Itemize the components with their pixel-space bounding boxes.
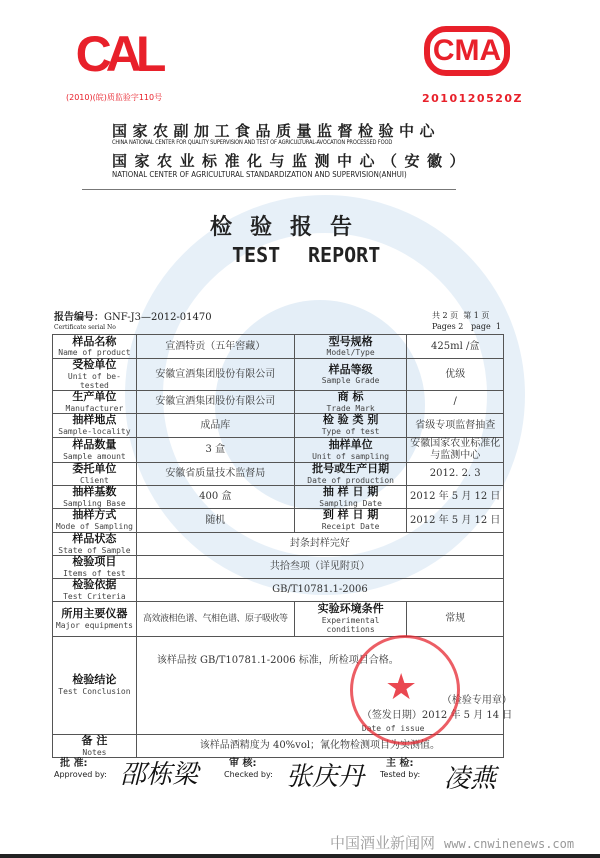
tested-label: 主 检: <box>386 758 414 769</box>
field-label <box>294 462 407 485</box>
cal-number: (2010)(皖)质监验字110号 <box>66 93 163 102</box>
field-label <box>294 335 407 359</box>
field-value: 2012 年 5 月 12 日 <box>407 485 504 508</box>
label-cn: 型号规格 <box>328 334 373 348</box>
label-cn: 抽样单位 <box>328 437 373 451</box>
field-label <box>294 391 407 414</box>
field-value: GB/T10781.1-2006 <box>136 578 503 601</box>
field-value: 425ml /盒 <box>407 335 504 359</box>
table-row <box>53 335 504 359</box>
field-value: 2012 年 5 月 12 日 <box>407 508 504 532</box>
issue-date: （签发日期）2012 年 5 月 14 日 <box>361 709 513 721</box>
org-name-cn-1: 国家农副加工食品质量监督检验中心 <box>112 122 441 140</box>
field-value: 安徽宣酒集团股份有限公司 <box>136 359 294 391</box>
label-en: Sampling Date <box>319 498 382 508</box>
footer-watermark <box>330 832 574 853</box>
label-en: Sample-locality <box>58 427 131 437</box>
label-en: State of Sample <box>58 545 131 555</box>
page-count-cn: 共 2 页 第 1 页 <box>432 311 490 320</box>
field-label <box>294 413 407 437</box>
footer-site-url: www.cnwinenews.com <box>444 837 575 851</box>
approved-signature: 邵栋梁 <box>120 760 199 790</box>
label-cn: 实验环境条件 <box>317 602 384 616</box>
label-cn: 检验依据 <box>72 577 117 591</box>
label-en: Unit of be-tested <box>67 371 121 390</box>
field-label <box>53 462 137 485</box>
label-cn: 抽样地点 <box>72 413 117 427</box>
label-cn: 样品数量 <box>72 437 117 451</box>
header-divider <box>82 189 456 190</box>
cal-logo: CAL <box>75 26 161 82</box>
serial-value: GNF-J3—2012-01470 <box>104 312 212 323</box>
seal-label: （检验专用章） <box>441 694 512 706</box>
field-label <box>53 485 137 508</box>
bottom-border <box>0 854 600 858</box>
field-value: 随机 <box>136 508 294 532</box>
field-value: 省级专项监督抽查 <box>407 413 504 437</box>
checked-label-en: Checked by: <box>224 770 273 779</box>
field-label <box>53 413 137 437</box>
field-label <box>53 601 137 636</box>
checked-signature: 张庆丹 <box>286 762 365 792</box>
label-en: Test Criteria <box>63 591 126 601</box>
field-label <box>53 508 137 532</box>
conclusion-text: 该样品按 GB/T10781.1-2006 标准，所检项目合格。 <box>156 654 399 666</box>
table-row <box>53 601 504 636</box>
signature-block <box>54 752 524 792</box>
label-cn: 检 验 类 别 <box>322 413 379 427</box>
label-en: Trade Mark <box>326 403 375 413</box>
label-en: Type of test <box>321 427 380 437</box>
footer-site-name: 中国酒业新闻网 <box>330 834 436 852</box>
field-label <box>294 601 407 636</box>
page-count-en: Pages 2 page 1 <box>432 322 501 331</box>
field-label <box>53 391 137 414</box>
table-row <box>53 359 504 391</box>
field-label <box>53 532 137 555</box>
field-value: 3 盒 <box>136 437 294 462</box>
label-en: Receipt Date <box>321 522 380 532</box>
field-label <box>294 359 407 391</box>
table-row <box>53 555 504 578</box>
label-en: Items of test <box>63 568 126 578</box>
label-cn: 备 注 <box>81 733 108 747</box>
table-row <box>53 508 504 532</box>
field-value: 400 盒 <box>136 485 294 508</box>
field-value: 安徽省质量技术监督局 <box>136 462 294 485</box>
table-row <box>53 578 504 601</box>
label-en: Sample Grade <box>321 376 380 386</box>
field-label <box>294 485 407 508</box>
field-value: 共拾叁项（详见附页） <box>136 555 503 578</box>
field-value: 成品库 <box>136 413 294 437</box>
notes-value: 该样品酒精度为 40%vol；氰化物检测项目为实测值。 <box>136 734 503 757</box>
table-row <box>53 437 504 462</box>
serial-number <box>54 308 212 323</box>
table-row <box>53 391 504 414</box>
field-value: 常规 <box>407 601 504 636</box>
field-label <box>53 578 137 601</box>
field-label <box>53 437 137 462</box>
label-en: Mode of Sampling <box>55 522 133 532</box>
tested-signature: 凌燕 <box>444 764 497 794</box>
label-cn: 抽样基数 <box>72 484 117 498</box>
label-en: Experimental conditions <box>321 615 380 635</box>
field-label <box>53 335 137 359</box>
label-en: Client <box>79 475 109 485</box>
label-cn: 所用主要仪器 <box>61 606 128 620</box>
label-en: Test Conclusion <box>58 687 131 697</box>
label-cn: 生产单位 <box>72 390 117 404</box>
label-en: Major equipments <box>55 620 133 630</box>
label-cn: 检验结论 <box>72 673 117 687</box>
field-label <box>53 555 137 578</box>
field-label <box>294 508 407 532</box>
field-value: 优级 <box>407 359 504 391</box>
field-value: 封条封样完好 <box>136 532 503 555</box>
field-label <box>53 359 137 391</box>
label-cn: 受检单位 <box>72 358 117 371</box>
label-en: Sample amount <box>63 451 126 461</box>
org-name-cn-2: 国家农业标准化与监测中心（安徽） <box>112 152 473 170</box>
field-value: 高效液相色谱、气相色谱、原子吸收等 <box>136 601 294 636</box>
serial-label: 报告编号： <box>54 312 104 323</box>
label-cn: 批号或生产日期 <box>312 461 390 475</box>
checked-label: 审 核: <box>229 758 257 769</box>
field-value: 宣酒特贡（五年窖藏） <box>136 335 294 359</box>
label-cn: 委托单位 <box>72 461 117 475</box>
label-en: Date of production <box>307 475 394 485</box>
label-en: Manufacturer <box>65 403 124 413</box>
label-en: Unit of sampling <box>312 451 390 461</box>
label-cn: 样品等级 <box>328 362 373 376</box>
table-row <box>53 462 504 485</box>
label-cn: 抽 样 日 期 <box>322 484 379 498</box>
cma-number: 2010120520Z <box>422 92 524 105</box>
label-cn: 商 标 <box>337 390 364 404</box>
field-value: / <box>407 391 504 414</box>
field-label <box>294 437 407 462</box>
label-cn: 到 样 日 期 <box>322 508 379 522</box>
label-en: Sampling Base <box>63 498 126 508</box>
label-en: Notes <box>82 747 107 757</box>
issue-date-en: Date of issue <box>361 723 425 733</box>
table-row <box>53 413 504 437</box>
report-title-en-report: REPORT <box>308 243 381 267</box>
table-row <box>53 485 504 508</box>
tested-label-en: Tested by: <box>380 770 421 779</box>
label-en: Model/Type <box>326 348 375 358</box>
cma-logo: CMA <box>424 26 510 76</box>
label-cn: 检验项目 <box>72 554 117 568</box>
label-cn: 样品名称 <box>72 334 117 348</box>
org-name-en-1: CHINA NATIONAL CENTER FOR QUALITY SUPERVISION AND TEST OF AGRICULTURAL-AVOCATION PROCESSED FOOD <box>112 139 393 146</box>
table-row <box>53 532 504 555</box>
report-title-en-test: TEST <box>232 243 281 267</box>
serial-en: Certificate serial No <box>54 324 116 331</box>
report-title-cn: 检验报告 <box>210 214 371 240</box>
seal-star-icon: ★ <box>385 667 418 708</box>
field-label <box>53 636 137 734</box>
org-name-en-2: NATIONAL CENTER OF AGRICULTURAL STANDARDIZATION AND SUPERVISION(ANHUI) <box>112 170 407 179</box>
label-cn: 样品状态 <box>72 531 117 545</box>
label-cn: 抽样方式 <box>72 508 117 522</box>
approved-label-en: Approved by: <box>54 770 107 779</box>
approved-label: 批 准: <box>60 758 88 769</box>
field-value: 2012. 2. 3 <box>407 462 504 485</box>
label-en: Name of product <box>58 348 131 358</box>
field-value: 安徽国家农业标准化与监测中心 <box>407 437 504 462</box>
field-value: 安徽宣酒集团股份有限公司 <box>136 391 294 414</box>
